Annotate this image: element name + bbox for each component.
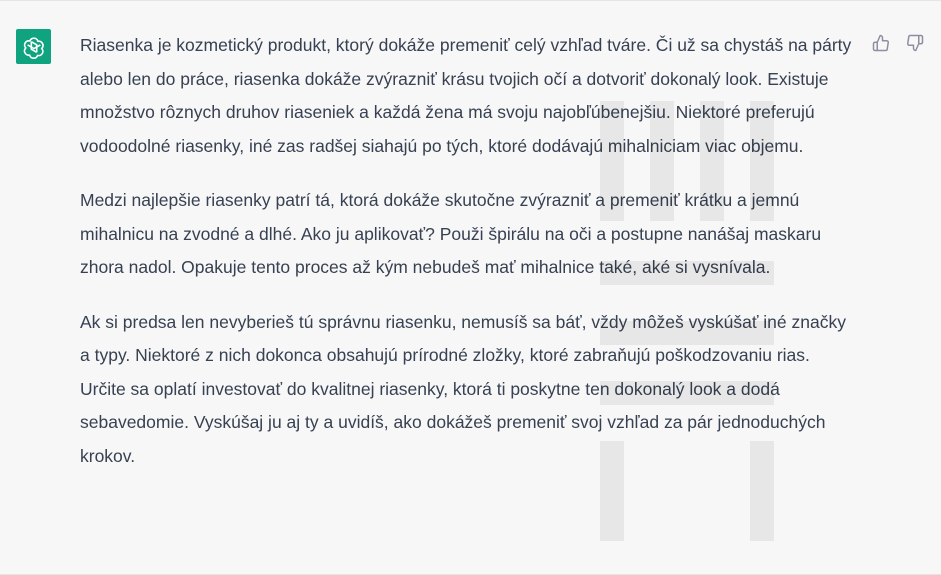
openai-logo-icon	[22, 35, 46, 59]
thumbs-up-button[interactable]	[871, 33, 891, 53]
thumbs-down-button[interactable]	[905, 33, 925, 53]
feedback-buttons	[871, 33, 925, 53]
assistant-avatar	[16, 29, 51, 64]
message-content	[80, 29, 860, 494]
message-paragraph: Ak si predsa len nevyberieš tú správnu riasenku, nemusíš sa báť, vždy môžeš vyskúšať iné značky a typy. Niektoré z nich dokonca obsahujú prírodné zložky, ktoré zabraňujú poškodzovaniu rias. Určite sa oplatí investovať do kvalitnej riasenky, ktorá ti poskytne ten dokonalý look a dodá sebavedomie. Vyskúšaj ju aj ty a uvidíš, ako dokážeš premeniť svoj vzhľad za pár jednoduchých krokov.	[80, 311, 846, 466]
thumbs-up-icon	[872, 34, 890, 52]
message-paragraph: Medzi najlepšie riasenky patrí tá, ktorá dokáže skutočne zvýrazniť a premeniť krátku a jemnú mihalnicu na zvodné a dlhé. Ako ju aplikovať? Použi špirálu na oči a postupne nanášaj maskaru zhora nadol. Opakuje tento proces až kým nebudeš mať mihalnice také, aké si vysnívala.	[80, 190, 822, 277]
thumbs-down-icon	[906, 34, 924, 52]
message-paragraph: Riasenka je kozmetický produkt, ktorý dokáže premeniť celý vzhľad tváre. Či už sa chystáš na párty alebo len do práce, riasenka dokáže zvýrazniť krásu tvojich očí a dotvoriť dokonalý look. Existuje množstvo rôznych druhov riaseniek a každá žena má svoju najobľúbenejšiu. Niektoré preferujú vodoodolné riasenky, iné zas radšej siahajú po tých, ktoré dodávajú mihalniciam viac objemu.	[80, 35, 852, 156]
